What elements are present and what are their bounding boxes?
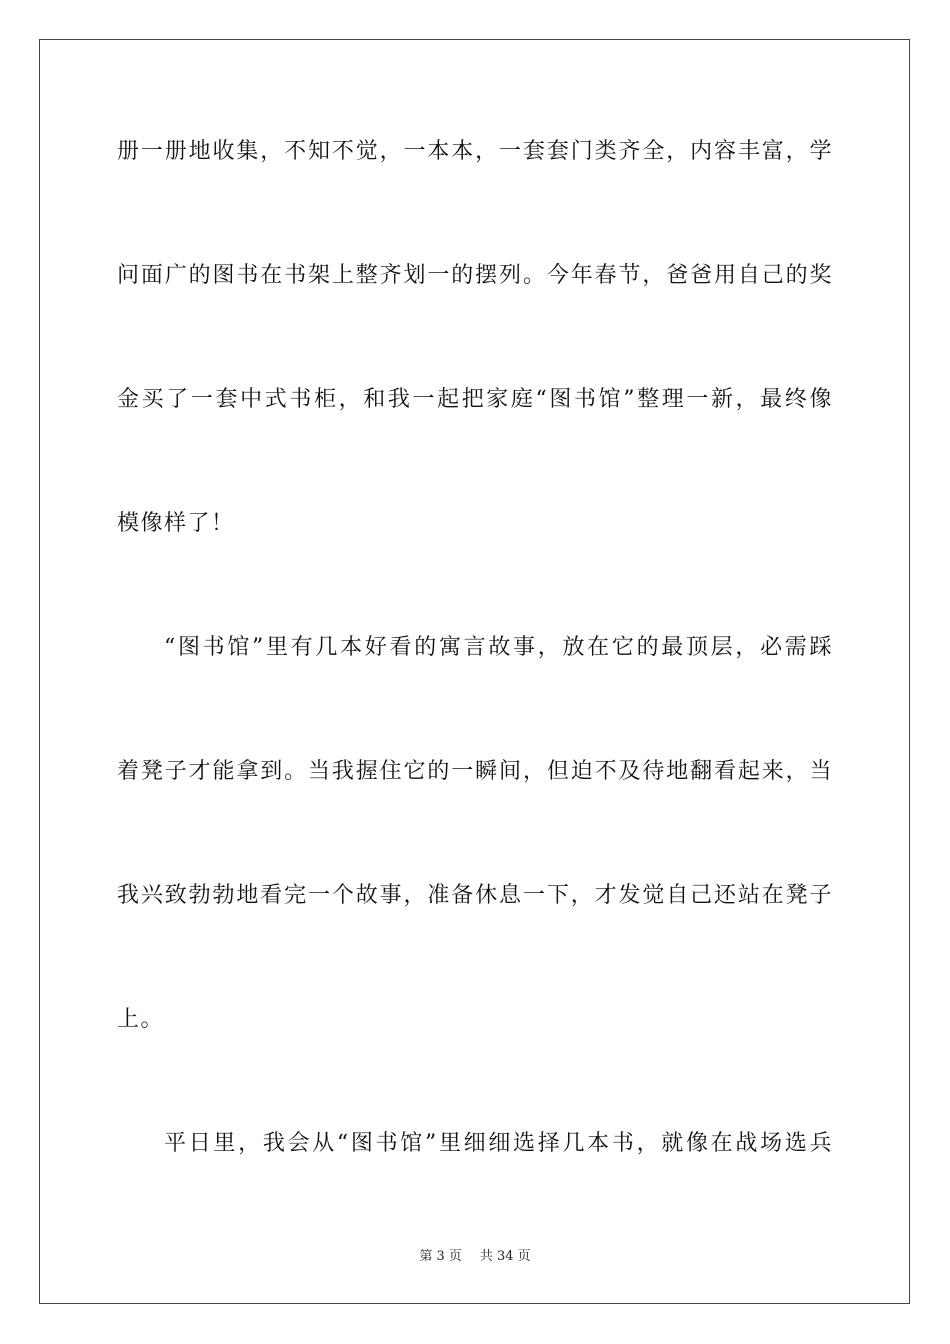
text-line: 模像样了！ — [117, 511, 235, 536]
text-line: 金买了一套中式书柜，和我一起把家庭“图书馆”整理一新，最终像 — [117, 387, 833, 412]
page-total: 共 34 页 — [479, 1249, 531, 1264]
page-footer — [0, 1249, 950, 1265]
text-line: 着凳子才能拿到。当我握住它的一瞬间，但迫不及待地翻看起来，当 — [117, 759, 833, 784]
paragraph-first-line: “图书馆”里有几本好看的寓言故事，放在它的最顶层，必需踩 — [164, 635, 833, 660]
page-border — [39, 39, 910, 1304]
text-line: 上。 — [117, 1007, 165, 1032]
text-line: 我兴致勃勃地看完一个故事，准备休息一下，才发觉自己还站在凳子 — [117, 883, 833, 908]
paragraph-first-line: 平日里，我会从“图书馆”里细细选择几本书，就像在战场选兵 — [164, 1131, 833, 1156]
page-number: 第 3 页 — [419, 1249, 462, 1264]
text-line: 问面广的图书在书架上整齐划一的摆列。今年春节，爸爸用自己的奖 — [117, 263, 833, 288]
text-line: 册一册地收集，不知不觉，一本本，一套套门类齐全，内容丰富，学 — [117, 139, 833, 164]
